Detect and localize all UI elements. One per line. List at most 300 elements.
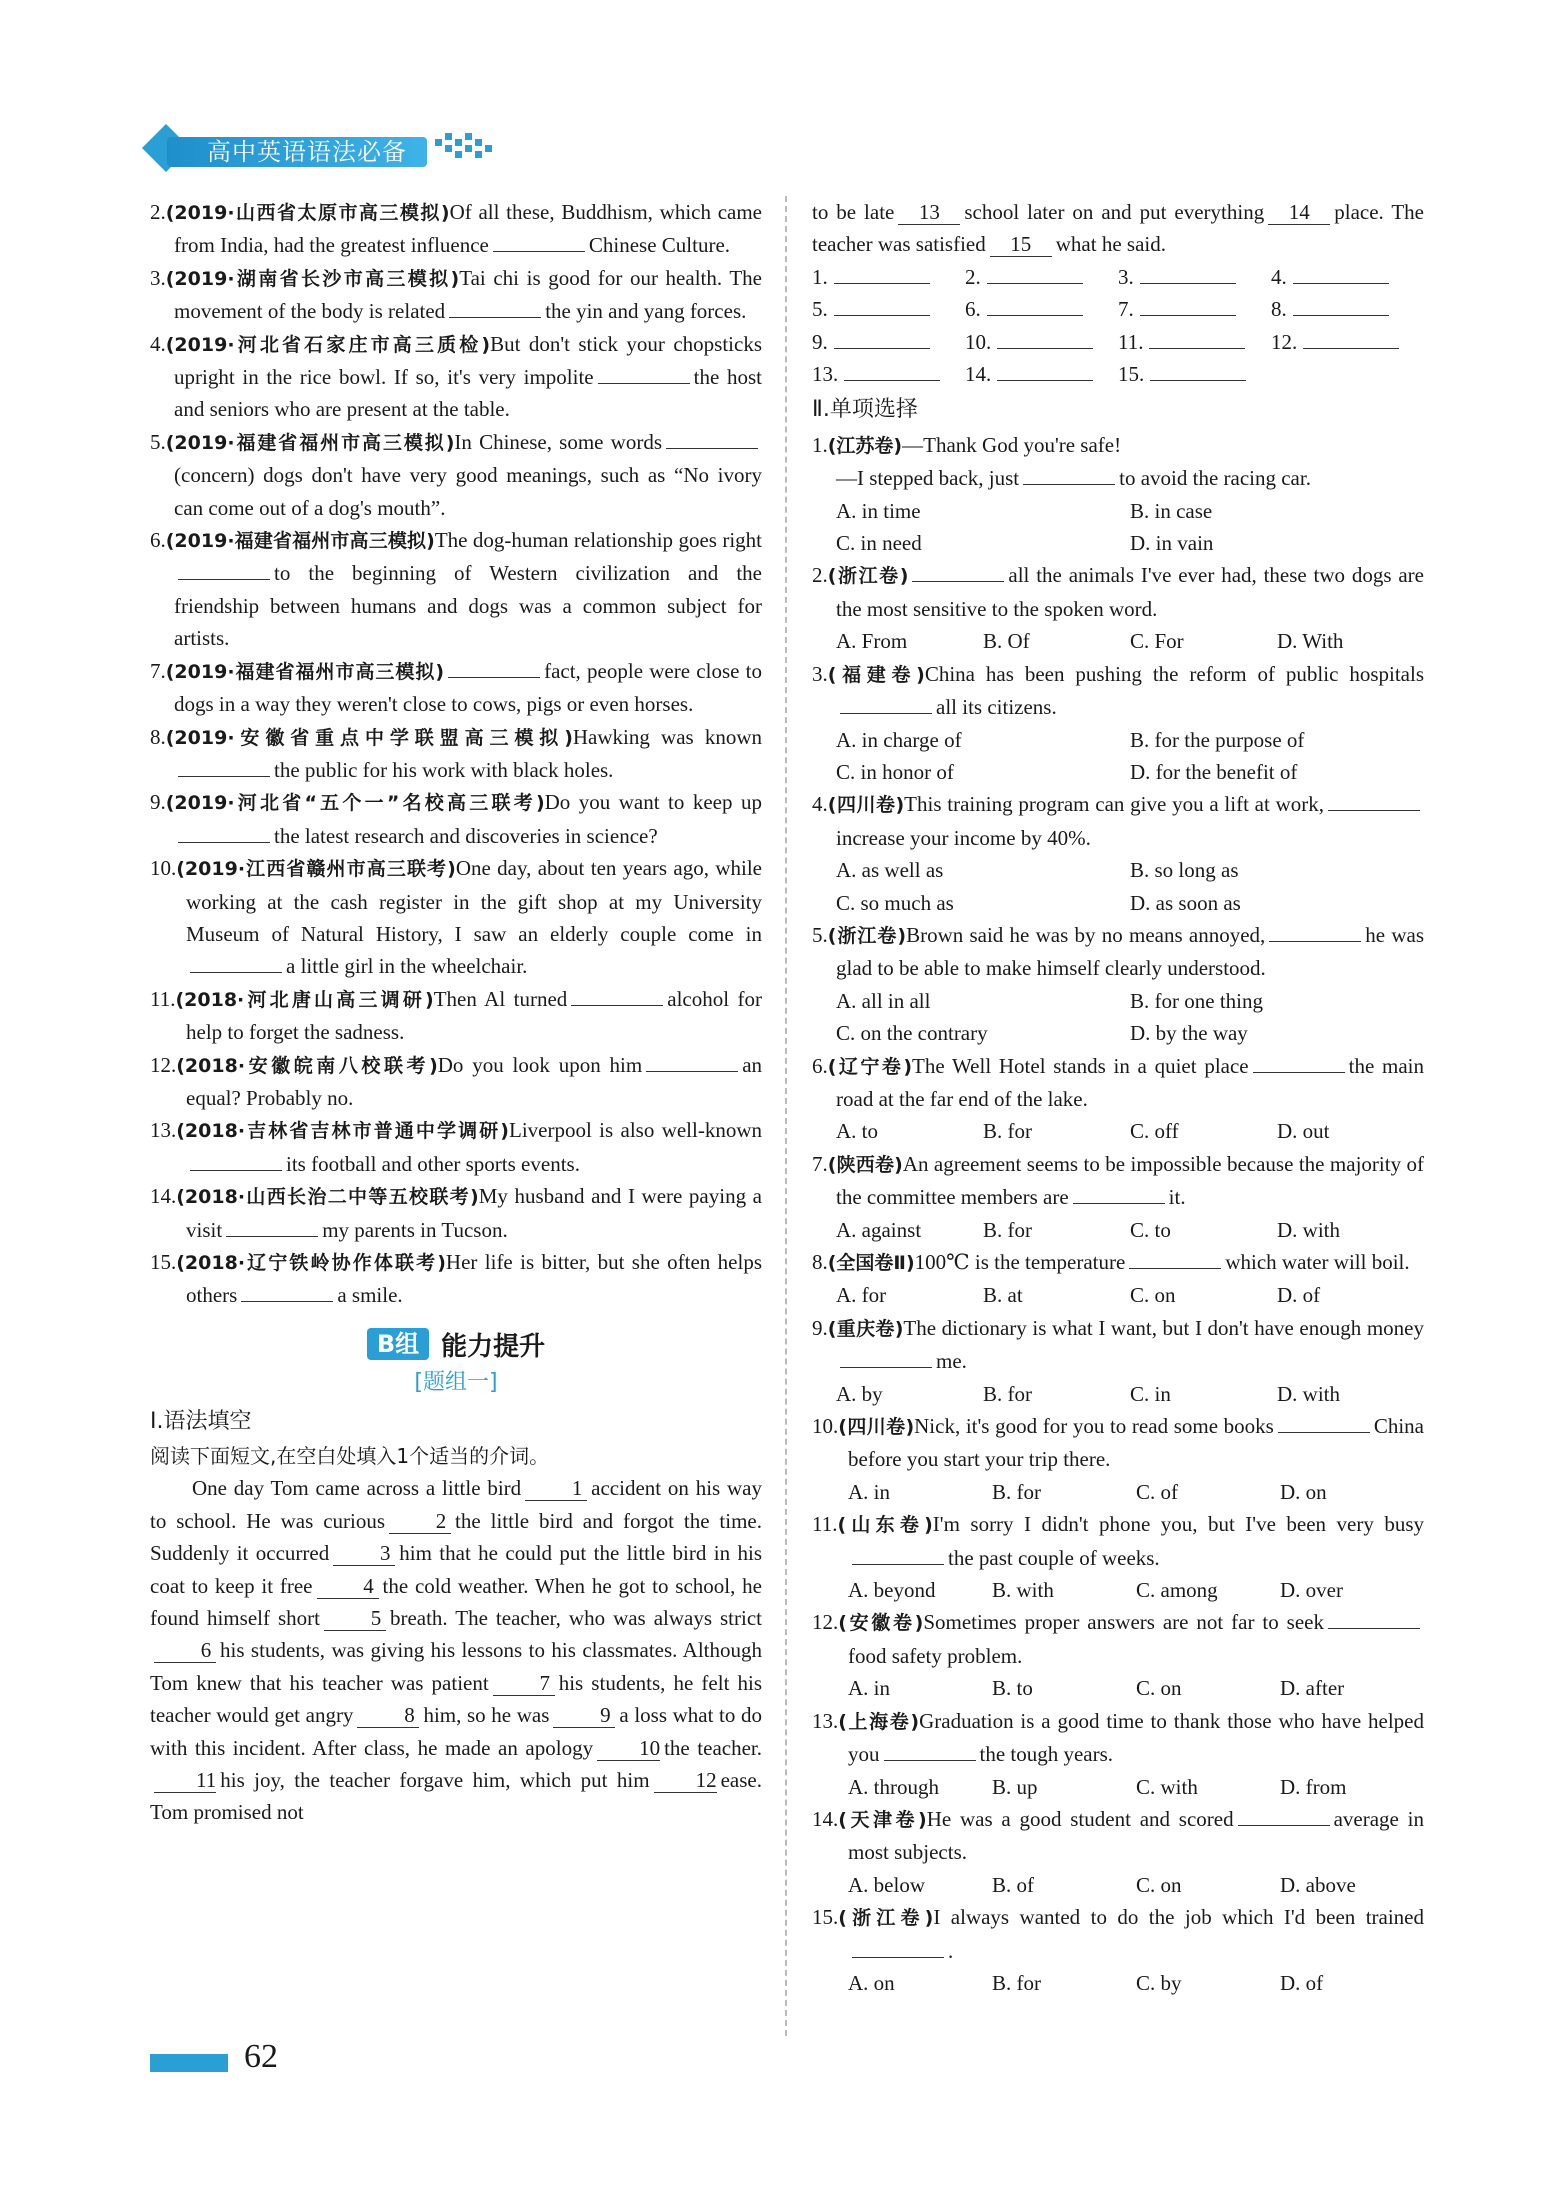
numbered-blank[interactable]: 2 [389, 1509, 451, 1534]
answer-option[interactable]: D. with [1277, 1381, 1340, 1406]
fill-question [150, 524, 762, 655]
question-number: 2. [812, 563, 828, 588]
question-text: the yin and yang forces. [545, 299, 747, 324]
answer-line[interactable] [1293, 295, 1389, 316]
answer-slot [1271, 293, 1424, 325]
question-text: average in most subjects. [848, 1806, 1424, 1865]
answer-option[interactable]: D. on [1280, 1479, 1327, 1504]
question-text: —I stepped back, just [836, 466, 1020, 491]
answer-option[interactable]: B. of [992, 1872, 1034, 1897]
option-row [812, 1771, 1424, 1803]
fill-question [150, 262, 762, 328]
mcq-question [812, 1901, 1424, 1967]
answer-option[interactable]: B. for [983, 1217, 1032, 1242]
option-row [812, 1869, 1424, 1901]
question-text: its football and other sports events. [286, 1151, 580, 1176]
answer-number: 12. [1271, 329, 1298, 354]
right-column [812, 196, 1424, 1999]
answer-blank[interactable] [1269, 921, 1361, 942]
cloze-passage-continued [812, 196, 1424, 261]
mcq-question [812, 1312, 1424, 1378]
answer-option[interactable]: C. in [1130, 1381, 1171, 1406]
question-number: 11. [150, 986, 176, 1011]
answer-option[interactable]: B. with [992, 1578, 1054, 1603]
answer-number: 4. [1271, 264, 1287, 289]
numbered-blank[interactable]: 1 [525, 1476, 587, 1501]
question-text: China has been pushing the reform of public hospitals [924, 661, 1424, 686]
answer-blank[interactable] [448, 657, 540, 678]
page-number: 62 [244, 2038, 278, 2075]
answer-line[interactable] [1293, 263, 1389, 284]
answer-line[interactable] [987, 295, 1083, 316]
answer-blank[interactable] [1328, 1608, 1420, 1629]
option-row [812, 625, 1424, 657]
question-text: —Thank God you're safe! [902, 432, 1122, 457]
answer-option[interactable]: B. for [983, 1119, 1032, 1144]
question-source: (四川卷) [838, 1416, 915, 1439]
question-text: Hawking was known [572, 724, 763, 749]
answer-blank[interactable] [1278, 1412, 1370, 1433]
option-row [812, 1476, 1424, 1508]
question-source: (安徽卷) [838, 1612, 924, 1635]
mcq-question [812, 658, 1424, 724]
answer-blank[interactable] [852, 1937, 944, 1958]
answer-option[interactable]: A. as well as [836, 858, 944, 883]
answer-option[interactable]: A. beyond [848, 1578, 936, 1603]
answer-option[interactable]: D. in vain [1130, 531, 1214, 556]
question-text: to the beginning of Western civilization and the friendship between humans and dogs was a common subject for artists. [174, 561, 762, 651]
question-number: 6. [150, 528, 166, 553]
question-number: 2. [150, 200, 166, 224]
answer-line[interactable] [997, 360, 1093, 381]
header-title: 高中英语语法必备 [207, 138, 407, 166]
mcq-question [812, 919, 1424, 985]
question-source: (浙江卷) [827, 565, 909, 588]
answer-blank[interactable] [178, 756, 270, 777]
question-text: Graduation is a good time to thank those who have helped you [848, 1708, 1424, 1767]
question-text: alcohol for help to forget the sadness. [186, 986, 763, 1045]
numbered-blank[interactable]: 14 [1268, 200, 1330, 225]
question-number: 10. [812, 1414, 839, 1439]
answer-option[interactable]: A. in [848, 1676, 890, 1701]
numbered-blank[interactable]: 13 [898, 200, 960, 225]
passage-text: his students, he felt his teacher would get angry [150, 1670, 763, 1728]
answer-option[interactable]: D. over [1280, 1578, 1343, 1603]
option-row [812, 1672, 1424, 1704]
question-text: all its citizens. [936, 695, 1057, 720]
question-text: the public for his work with black holes. [274, 757, 614, 782]
numbered-blank[interactable]: 3 [333, 1541, 395, 1566]
passage-text: his joy, the teacher forgave him, which put him [220, 1768, 650, 1793]
answer-blank[interactable] [646, 1051, 738, 1072]
answer-option[interactable]: D. with [1277, 1217, 1340, 1242]
answer-blank[interactable] [190, 1150, 282, 1171]
answer-line[interactable] [834, 263, 930, 284]
answer-option[interactable]: B. for [983, 1381, 1032, 1406]
fill-question [150, 426, 762, 524]
answer-option[interactable]: C. For [1130, 629, 1184, 654]
answer-number: 7. [1118, 297, 1134, 322]
option-row [812, 495, 1424, 560]
numbered-blank[interactable]: 4 [317, 1574, 379, 1599]
fill-question [150, 786, 762, 852]
question-text: Nick, it's good for you to read some books [914, 1414, 1274, 1439]
question-source: (2019·河北省石家庄市高三质检) [165, 333, 491, 356]
answer-slot [1118, 293, 1271, 325]
answer-blank[interactable] [571, 985, 663, 1006]
question-number: 10. [150, 856, 177, 881]
numbered-blank[interactable]: 9 [553, 1703, 615, 1728]
answer-option[interactable]: B. Of [983, 629, 1030, 654]
fill-question [150, 196, 762, 262]
question-text: Do you look upon him [437, 1052, 643, 1077]
question-source: (山东卷) [837, 1514, 933, 1537]
question-number: 8. [812, 1250, 828, 1274]
answer-line[interactable] [834, 328, 930, 349]
numbered-blank[interactable]: 10 [597, 1736, 660, 1761]
question-text: a smile. [337, 1283, 403, 1308]
answer-option[interactable]: D. above [1280, 1872, 1356, 1897]
question-source: (2019·湖南省长沙市高三模拟) [165, 267, 460, 290]
question-text: to avoid the racing car. [1119, 466, 1311, 491]
option-row [812, 1214, 1424, 1246]
question-source: (浙江卷) [827, 924, 907, 947]
answer-option[interactable]: B. so long as [1130, 858, 1239, 883]
question-text: One day, about ten years ago, while working at the cash register in the gift shop at my University Museum of Natural History, I saw an elderly couple come in [186, 856, 762, 946]
option-row [812, 854, 1424, 919]
answer-option[interactable]: C. in honor of [836, 759, 954, 784]
numbered-blank[interactable]: 5 [324, 1606, 386, 1631]
passage-text: his students, was giving his lessons to his classmates. Although Tom knew that his teacher was patient [150, 1638, 762, 1695]
fill-question [150, 1114, 762, 1180]
answer-option[interactable]: A. to [836, 1119, 878, 1144]
numbered-blank[interactable]: 11 [154, 1768, 216, 1793]
question-text: The Well Hotel stands in a quiet place [912, 1053, 1249, 1078]
answer-blank[interactable] [840, 1347, 932, 1368]
answer-blank[interactable] [598, 363, 690, 384]
answer-option[interactable]: A. all in all [836, 988, 931, 1013]
answer-option[interactable]: A. by [836, 1381, 883, 1406]
answer-line[interactable] [987, 263, 1083, 284]
answer-option[interactable]: C. on the contrary [836, 1021, 988, 1046]
question-text: In Chinese, some words [454, 429, 662, 454]
answer-line[interactable] [1149, 328, 1245, 349]
passage-text: the teacher. [664, 1735, 762, 1760]
question-number: 6. [812, 1053, 828, 1078]
mcq-question [812, 1148, 1424, 1214]
question-text: Do you want to keep up [544, 790, 762, 815]
answer-slot [812, 326, 965, 358]
answer-slot [965, 261, 1118, 293]
passage-text: him that he could put the little bird in his coat to keep it free [150, 1541, 762, 1598]
answer-slot [1118, 326, 1271, 358]
question-number: 8. [150, 724, 166, 749]
question-text: An agreement seems to be impossible because the majority of the committee members are [836, 1151, 1424, 1210]
question-text: This training program can give you a lift at work, [904, 792, 1324, 817]
answer-blank[interactable] [178, 559, 270, 580]
section-badge: B组 [367, 1328, 429, 1360]
answer-blank[interactable] [449, 297, 541, 318]
part-title: Ⅰ.语法填空 [150, 1408, 252, 1434]
mcq-question [812, 788, 1424, 854]
answer-option[interactable]: D. after [1280, 1676, 1345, 1701]
answer-blank[interactable] [666, 428, 758, 449]
answer-option[interactable]: D. With [1277, 629, 1344, 654]
question-source: (全国卷Ⅱ) [827, 1252, 915, 1274]
answer-option[interactable]: A. in charge of [836, 727, 962, 752]
answer-line[interactable] [1303, 328, 1399, 349]
question-text: Brown said he was by no means annoyed, [906, 922, 1266, 947]
question-number: 7. [812, 1151, 828, 1176]
question-text: an equal? Probably no. [186, 1052, 763, 1110]
answer-slot [812, 261, 965, 293]
question-source: (2019·福建省福州市高三模拟) [165, 431, 455, 454]
section-name: 能力提升 [441, 1331, 546, 1362]
passage-text: a loss what to do with this incident. After class, he made an apology [150, 1703, 762, 1760]
answer-option[interactable]: C. on [1136, 1676, 1182, 1701]
answer-line[interactable] [844, 360, 940, 381]
answer-blank[interactable] [840, 693, 932, 714]
question-text: The dictionary is what I want, but I don't have enough money [903, 1315, 1424, 1340]
answer-option[interactable]: C. to [1130, 1217, 1171, 1242]
answer-line[interactable] [1150, 360, 1246, 381]
option-row [812, 1574, 1424, 1606]
fill-question [150, 1180, 762, 1246]
answer-option[interactable]: C. so much as [836, 890, 954, 915]
question-text: my parents in Tucson. [322, 1217, 508, 1242]
answer-option[interactable]: D. by the way [1130, 1021, 1248, 1046]
answer-number: 14. [965, 362, 992, 387]
answer-option[interactable]: C. with [1136, 1774, 1198, 1799]
question-text: But don't stick your chopsticks upright in the rice bowl. If so, it's very impolite [174, 331, 762, 390]
answer-option[interactable]: A. From [836, 629, 908, 654]
answer-blank[interactable] [1328, 790, 1420, 811]
answer-option[interactable]: B. for [992, 1479, 1041, 1504]
answer-option[interactable]: A. in [848, 1479, 890, 1504]
answer-blank[interactable] [1238, 1805, 1330, 1826]
question-source: (陕西卷) [827, 1153, 903, 1176]
question-number: 9. [812, 1315, 828, 1340]
answer-number: 5. [812, 297, 828, 322]
answer-option[interactable]: D. from [1280, 1774, 1347, 1799]
answer-blank[interactable] [1073, 1183, 1165, 1204]
question-source: (浙江卷) [838, 1907, 934, 1930]
question-text: it. [1168, 1185, 1186, 1210]
question-text: increase your income by 40%. [836, 825, 1091, 850]
question-number: 12. [150, 1052, 177, 1077]
answer-option[interactable]: A. against [836, 1217, 922, 1242]
left-column [150, 196, 762, 1829]
answer-slot [812, 358, 965, 390]
question-text: Liverpool is also well-known [509, 1118, 763, 1143]
question-number: 9. [150, 790, 166, 815]
answer-option[interactable]: C. on [1130, 1283, 1176, 1308]
question-number: 14. [150, 1184, 177, 1209]
footer-bar [150, 2054, 228, 2072]
answer-slot [1118, 358, 1271, 390]
question-number: 15. [150, 1250, 177, 1274]
answer-option[interactable]: C. off [1130, 1119, 1179, 1144]
question-text: My husband and I were paying a visit [186, 1184, 762, 1242]
question-source: (江苏卷) [827, 434, 903, 457]
question-text: the main road at the far end of the lake. [836, 1053, 1424, 1111]
question-source: (2018·辽宁铁岭协作体联考) [176, 1252, 446, 1274]
answer-option[interactable]: D. of [1280, 1970, 1324, 1995]
answer-option[interactable]: B. for one thing [1130, 988, 1263, 1013]
answer-number: 11. [1118, 329, 1144, 354]
answer-blank[interactable] [226, 1216, 318, 1237]
question-source: (2019·福建省福州市高三模拟) [165, 530, 435, 553]
question-text: Chinese Culture. [588, 233, 731, 258]
question-number: 5. [812, 922, 828, 947]
question-text: the latest research and discoveries in science? [274, 823, 658, 848]
answer-slot [965, 358, 1118, 390]
question-source: (2018·吉林省吉林市普通中学调研) [176, 1120, 509, 1143]
passage-text: what he said. [1055, 232, 1166, 257]
mcq-question [812, 1410, 1424, 1476]
answer-option[interactable]: B. at [983, 1283, 1023, 1308]
answer-option[interactable]: A. on [848, 1970, 895, 1995]
mcq-question [812, 429, 1424, 462]
numbered-blank[interactable]: 12 [654, 1768, 717, 1793]
question-text: a little girl in the wheelchair. [286, 954, 528, 979]
question-source: (2018·山西长治二中等五校联考) [176, 1186, 479, 1209]
question-number: 11. [812, 1512, 838, 1537]
answer-option[interactable]: A. through [848, 1774, 939, 1799]
mcq-question [812, 1803, 1424, 1869]
answer-option[interactable]: B. up [992, 1774, 1038, 1799]
answer-slot [1271, 326, 1424, 358]
chapter-header [145, 125, 505, 175]
answer-option[interactable]: B. in case [1130, 498, 1213, 523]
question-number: 4. [150, 331, 166, 356]
question-text: the host and seniors who are present at the table. [174, 365, 762, 422]
answer-option[interactable]: D. of [1277, 1283, 1321, 1308]
answer-number: 2. [965, 264, 981, 289]
answer-blank[interactable] [1023, 464, 1115, 485]
answer-blank[interactable] [884, 1740, 976, 1761]
answer-option[interactable]: D. for the benefit of [1130, 759, 1298, 784]
answer-option[interactable]: B. for the purpose of [1130, 727, 1305, 752]
question-text: all the animals I've ever had, these two dogs are the most sensitive to the spoken word. [836, 563, 1424, 621]
option-row [812, 724, 1424, 789]
question-text: he was glad to be able to make himself clearly understood. [836, 922, 1425, 981]
numbered-blank[interactable]: 6 [154, 1638, 216, 1663]
option-row [812, 985, 1424, 1050]
answer-number: 8. [1271, 297, 1287, 322]
question-text: which water will boil. [1225, 1250, 1410, 1274]
answer-slot [1118, 261, 1271, 293]
answer-option[interactable]: C. on [1136, 1872, 1182, 1897]
question-source: (福建卷) [827, 663, 925, 686]
question-source: (辽宁卷) [827, 1055, 913, 1078]
passage-text: the little bird and forgot the time. Suddenly it occurred [150, 1508, 762, 1566]
question-source: (重庆卷) [827, 1317, 904, 1340]
mcq-question [812, 1050, 1424, 1116]
answer-slot [965, 326, 1118, 358]
numbered-blank[interactable]: 8 [357, 1703, 419, 1728]
answer-option[interactable]: D. out [1277, 1119, 1330, 1144]
answer-blank[interactable] [1129, 1248, 1221, 1269]
answer-option[interactable]: C. by [1136, 1970, 1182, 1995]
numbered-blank[interactable]: 7 [493, 1671, 555, 1696]
answer-blank[interactable] [190, 952, 282, 973]
option-row [812, 1115, 1424, 1147]
answer-line[interactable] [834, 295, 930, 316]
answer-option[interactable]: C. in need [836, 531, 922, 556]
answer-blank[interactable] [178, 822, 270, 843]
answer-blank[interactable] [493, 231, 585, 252]
answer-number: 10. [965, 329, 992, 354]
question-number: 15. [812, 1905, 839, 1930]
fill-question [150, 852, 762, 983]
question-source: (天津卷) [838, 1808, 927, 1831]
answer-number: 1. [812, 264, 828, 289]
answer-option[interactable]: A. for [836, 1283, 887, 1308]
question-source: (2019·安徽省重点中学联盟高三模拟) [165, 726, 573, 749]
answer-number: 15. [1118, 362, 1145, 387]
answer-option[interactable]: C. among [1136, 1578, 1218, 1603]
answer-slot [812, 293, 965, 325]
answer-number: 13. [812, 362, 839, 387]
answer-blank[interactable] [912, 561, 1004, 582]
question-number: 14. [812, 1806, 839, 1831]
answer-option[interactable]: D. as soon as [1130, 890, 1241, 915]
answer-option[interactable]: C. of [1136, 1479, 1178, 1504]
question-source: (2019·山西省太原市高三模拟) [165, 202, 450, 224]
answer-line[interactable] [997, 328, 1093, 349]
question-text: Of all these, Buddhism, which came from India, had the greatest influence [174, 200, 763, 258]
question-source: (2019·河北省“五个一”名校高三联考) [165, 792, 545, 815]
answer-number: 9. [812, 329, 828, 354]
question-text: fact, people were close to dogs in a way they weren't close to cows, pigs or even horses. [174, 658, 763, 717]
passage-text: accident on his way to school. He was curious [150, 1476, 763, 1533]
passage-text: him, so he was [423, 1703, 550, 1728]
answer-option[interactable]: B. for [992, 1970, 1041, 1995]
answer-option[interactable]: B. to [992, 1676, 1033, 1701]
mcq-question [812, 559, 1424, 625]
answer-blank[interactable] [1253, 1052, 1345, 1073]
question-text: I always wanted to do the job which I'd been trained [933, 1905, 1424, 1930]
question-number: 4. [812, 792, 828, 817]
answer-line[interactable] [1140, 295, 1236, 316]
fill-question [150, 1049, 762, 1115]
answer-blank[interactable] [241, 1281, 333, 1302]
question-number: 7. [150, 658, 166, 683]
question-number: 3. [812, 661, 828, 686]
question-text: me. [936, 1349, 967, 1374]
answer-blank[interactable] [852, 1544, 944, 1565]
passage-text: to be late [812, 200, 895, 224]
part-title: Ⅱ.单项选择 [812, 397, 918, 423]
answer-option[interactable]: A. in time [836, 498, 921, 523]
cloze-passage [150, 1472, 762, 1828]
mcq-question [812, 1246, 1424, 1279]
option-row [812, 1967, 1424, 1999]
question-text: the past couple of weeks. [948, 1545, 1160, 1570]
numbered-blank[interactable]: 15 [990, 232, 1052, 257]
mcq-dialogue-line [812, 462, 1424, 494]
passage-text: school later on and put everything [964, 200, 1265, 224]
answer-option[interactable]: A. below [848, 1872, 925, 1897]
answer-line[interactable] [1140, 263, 1236, 284]
question-number: 1. [812, 432, 828, 457]
mcq-question [812, 1508, 1424, 1574]
question-text: 100℃ is the temperature [914, 1250, 1126, 1274]
question-number: 13. [150, 1118, 177, 1143]
mcq-question [812, 1705, 1424, 1771]
question-text: Tai chi is good for our health. The movement of the body is related [174, 265, 762, 324]
